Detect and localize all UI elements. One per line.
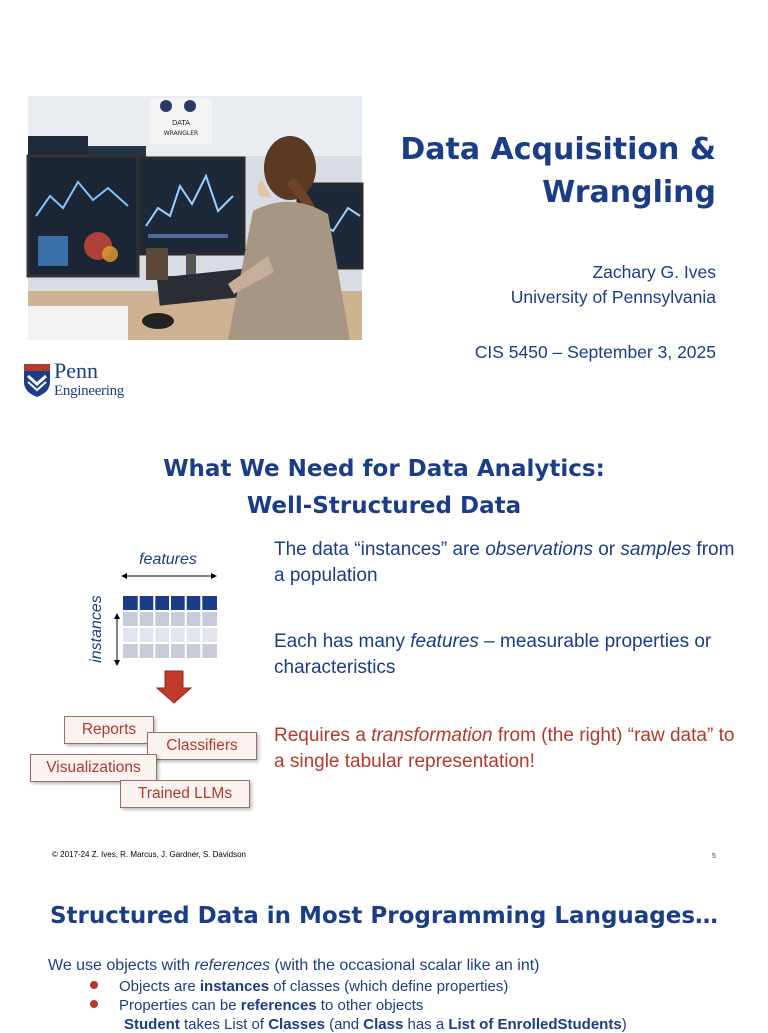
slide-title-line2: Well-Structured Data [246, 493, 522, 519]
partial-text-h: ) [621, 1016, 627, 1033]
down-arrow-icon [157, 671, 191, 703]
bullet2-text-a: Properties can be [119, 997, 241, 1014]
p1-text-e: from a population [274, 539, 735, 586]
p1-italic-observations: observations [485, 539, 593, 560]
intro-text-a: We use objects with [48, 957, 195, 974]
slide-well-structured-data [0, 425, 768, 875]
p1-italic-samples: samples [620, 539, 692, 560]
p3-text-c: from (the right) “raw data” to a single tabular representation! [274, 725, 735, 772]
partial-text-f: has a [403, 1016, 449, 1033]
slide3-title: Structured Data in Most Programming Languages… [49, 903, 719, 929]
title-slide [0, 0, 768, 425]
bullet2-bold-references: references [240, 997, 317, 1014]
partial-text-b: takes List of [179, 1016, 269, 1033]
intro-italic-references: references [194, 957, 271, 974]
classifiers-box: Classifiers [147, 732, 257, 760]
deck-title [356, 128, 716, 214]
instances-double-arrow [114, 613, 120, 666]
p3-italic-transformation: transformation [371, 725, 493, 746]
paragraph-instances [274, 537, 744, 588]
deck-title-line2: Wrangling [542, 175, 716, 210]
p1-text-a: The data “instances” are [274, 539, 486, 560]
p3-text-a: Requires a [274, 725, 372, 746]
trained-llms-box: Trained LLMs [120, 780, 250, 808]
author-name: Zachary G. Ives [592, 262, 716, 282]
instances-label: instances [88, 595, 105, 663]
screen-sign-line2: WRANGLER [163, 130, 199, 137]
features-double-arrow [121, 573, 217, 579]
bullet1-text-c: of classes (which define properties) [269, 978, 509, 995]
reports-box: Reports [64, 716, 154, 744]
data-table-diagram [20, 543, 270, 818]
intro-text-c: (with the occasional scalar like an int) [270, 957, 540, 974]
bullet-dot-icon [90, 981, 98, 989]
intro-line [48, 957, 539, 975]
bullet1-bold-instances: instances [199, 978, 270, 995]
visualizations-box: Visualizations [30, 754, 157, 782]
paragraph-features [274, 629, 744, 680]
partial-text-d: (and [324, 1016, 364, 1033]
hero-image-data-scientist [28, 96, 362, 340]
screen-sign-line1: DATA [171, 119, 191, 127]
bullet-properties [90, 997, 423, 1014]
partial-bold-student: Student [124, 1016, 180, 1033]
p2-text-c: – measurable properties or characteristics [274, 631, 712, 678]
sub-bullet-student-classes [124, 1016, 627, 1033]
feature-grid [123, 596, 217, 658]
copyright-footer: © 2017-24 Z. Ives, R. Marcus, J. Gardner, S. Davidson [52, 850, 246, 859]
p2-text-a: Each has many [274, 631, 411, 652]
slide-structured-data-languages [0, 875, 768, 1033]
partial-bold-enrolled: List of EnrolledStudents [448, 1016, 622, 1033]
paragraph-transformation [274, 723, 744, 774]
author-block [511, 260, 716, 310]
author-affiliation: University of Pennsylvania [510, 287, 716, 307]
bullet2-text-c: to other objects [316, 997, 424, 1014]
slide-title-line1: What We Need for Data Analytics: [163, 456, 605, 482]
bullet-dot-icon [90, 1000, 98, 1008]
bullet1-text-a: Objects are [119, 978, 200, 995]
partial-bold-classes: Classes [268, 1016, 325, 1033]
course-date: CIS 5450 – September 3, 2025 [474, 342, 716, 362]
partial-bold-class: Class [363, 1016, 404, 1033]
p2-italic-features: features [410, 631, 479, 652]
logo-engineering-text: Engineering [54, 383, 125, 399]
deck-title-line1: Data Acquisition & [400, 132, 716, 167]
p1-text-c: or [592, 539, 621, 560]
features-label: features [139, 551, 197, 568]
bullet-objects [90, 978, 508, 995]
slide-title [0, 451, 768, 525]
penn-engineering-logo [22, 360, 132, 402]
logo-penn-text: Penn [54, 358, 98, 383]
page-number: 5 [712, 853, 716, 860]
penn-shield-icon [22, 362, 52, 398]
